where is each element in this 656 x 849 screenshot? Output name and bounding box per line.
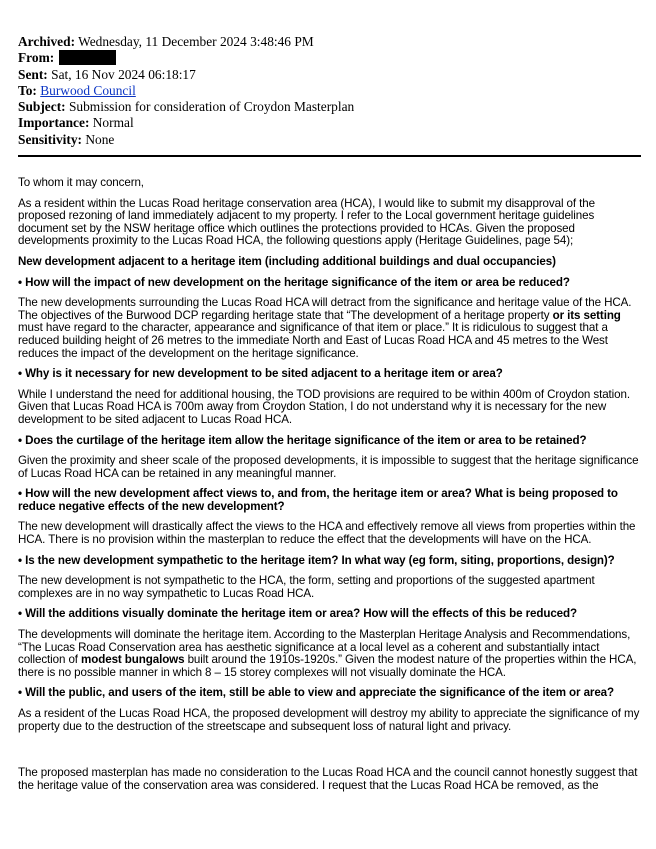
question-2: • Why is it necessary for new development to be sited adjacent to a heritage item or area? bbox=[18, 367, 503, 381]
subject-label: Subject: bbox=[18, 99, 66, 115]
section-heading: New development adjacent to a heritage item (including additional buildings and dual occupancies) bbox=[18, 254, 556, 268]
answer-6-emphasis: modest bungalows bbox=[81, 653, 185, 667]
answer-7: As a resident of the Lucas Road HCA, the proposed development will destroy my ability to appreciate the significance of my property due to the destruction of the streetscape and subsequent loss of natural light and privacy. bbox=[18, 707, 640, 733]
answer-3: Given the proximity and sheer scale of the proposed developments, it is impossible to suggest that the heritage significance of Lucas Road HCA can be retained in any meaningful manner. bbox=[18, 454, 639, 480]
header-divider bbox=[18, 155, 641, 157]
subject-row bbox=[18, 99, 640, 115]
question-6: • Will the additions visually dominate the heritage item or area? How will the effects of this be reduced? bbox=[18, 607, 577, 621]
to-label: To: bbox=[18, 82, 37, 98]
question-4: • How will the new development affect views to, and from, the heritage item or area? What is being proposed to reduce negative effects of the new development? bbox=[18, 487, 618, 513]
question-1: • How will the impact of new development on the heritage significance of the item or area be reduced? bbox=[18, 275, 570, 289]
importance-value: Normal bbox=[92, 115, 134, 131]
answer-5: The new development is not sympathetic to the HCA, the form, setting and proportions of the suggested apartment complexes are in no way sympathetic to Lucas Road HCA. bbox=[18, 574, 595, 600]
answer-2: While I understand the need for additional housing, the TOD provisions are required to be within 400m of Croydon station. Given that Lucas Road HCA is 700m away from Croydon Station, I do not understand why it is necessary for the new development to be sited adjacent to Lucas Road HCA. bbox=[18, 387, 630, 426]
from-label: From: bbox=[18, 50, 55, 66]
intro-paragraph: As a resident within the Lucas Road heritage conservation area (HCA), I would like to submit my disapproval of the proposed rezoning of land immediately adjacent to my property. I refer to the Local government heritage guidelines document set by the NSW heritage office which outlines the protections provided to HCAs. Given the proposed developments proximity to the Lucas Road HCA, the following questions apply (Heritage Guidelines, page 54); bbox=[18, 196, 595, 248]
sent-label: Sent: bbox=[18, 66, 48, 82]
sent-value: Sat, 16 Nov 2024 06:18:17 bbox=[51, 66, 196, 82]
sensitivity-row bbox=[18, 132, 640, 148]
to-recipient-link[interactable]: Burwood Council bbox=[40, 82, 136, 98]
sent-row bbox=[18, 67, 640, 83]
email-body bbox=[18, 177, 642, 800]
to-row bbox=[18, 83, 640, 99]
sensitivity-value: None bbox=[85, 131, 115, 147]
importance-label: Importance: bbox=[18, 115, 90, 131]
redacted-sender bbox=[59, 50, 116, 65]
question-5: • Is the new development sympathetic to the heritage item? In what way (eg form, siting, proportions, design)? bbox=[18, 553, 615, 567]
answer-6-text-b: built around the 1910s-1920s.” Given the modest nature of the properties within the HCA, there is no possible manner in which 8 – 15 storey complexes will not visually dominate the HCA. bbox=[18, 653, 637, 679]
closing-paragraph: The proposed masterplan has made no consideration to the Lucas Road HCA and the council cannot honestly suggest that the heritage value of the conservation area was considered. I request that the Lucas Road HCA be removed, as the bbox=[18, 766, 638, 792]
importance-row bbox=[18, 115, 640, 131]
answer-6 bbox=[18, 629, 642, 679]
answer-1-text-b: must have regard to the character, appearance and significance of that item or place.” It is ridiculous to suggest that a reduced building height of 26 metres to the immediate North and East of Lucas Road HCA and 45 metres to the West reduces the impact of the development on the heritage significance. bbox=[18, 321, 608, 360]
email-header bbox=[18, 34, 640, 148]
sensitivity-label: Sensitivity: bbox=[18, 131, 82, 147]
answer-6-text-a: The developments will dominate the heritage item. According to the Masterplan Heritage Analysis and Recommendations, “The Lucas Road Conservation area has aesthetic significance at a local level as a coherent and substantially intact collection of bbox=[18, 628, 631, 667]
answer-1 bbox=[18, 297, 642, 360]
greeting: To whom it may concern, bbox=[18, 176, 144, 189]
answer-1-emphasis: or its setting bbox=[552, 308, 621, 322]
archived-label: Archived: bbox=[18, 34, 76, 49]
question-7: • Will the public, and users of the item, still be able to view and appreciate the significance of the item or area? bbox=[18, 686, 615, 700]
from-row bbox=[18, 50, 640, 66]
subject-value: Submission for consideration of Croydon Masterplan bbox=[68, 99, 355, 115]
question-3: • Does the curtilage of the heritage item allow the heritage significance of the item or area to be retained? bbox=[18, 433, 587, 447]
archived-row bbox=[18, 34, 640, 50]
answer-1-text-a: The new developments surrounding the Lucas Road HCA will detract from the significance and heritage value of the HCA. The objectives of the Burwood DCP regarding heritage state that “The development of a heritage property bbox=[18, 296, 632, 322]
archived-value: Wednesday, 11 December 2024 3:48:46 PM bbox=[78, 34, 314, 49]
answer-4: The new development will drastically affect the views to the HCA and effectively remove all views from properties within the HCA. There is no provision within the masterplan to reduce the effect that the developments will have on the HCA. bbox=[18, 520, 636, 547]
